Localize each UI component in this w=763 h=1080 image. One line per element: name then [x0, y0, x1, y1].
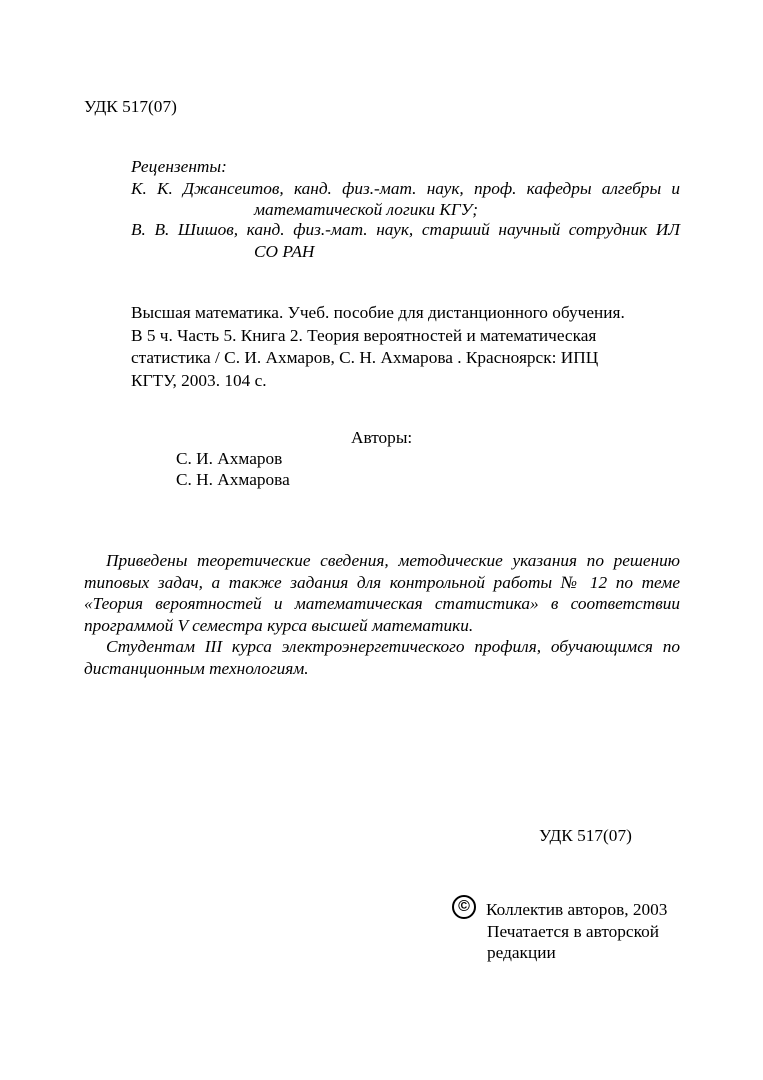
author-2: С. Н. Ахмарова [176, 470, 290, 489]
bib-line-1: Высшая математика. Учеб. пособие для дистанционного обучения. [131, 303, 625, 322]
copyright-icon: © [452, 895, 476, 919]
reviewer-1: К. К. Джансеитов, канд. физ.-мат. наук, проф. кафедры алгебры и [131, 179, 680, 198]
copyright-text: Коллектив авторов, 2003 [486, 900, 668, 919]
authors-heading: Авторы: [351, 428, 413, 447]
abstract-line-2: типовых задач, а также задания для контрольной работы № 12 по теме [84, 572, 680, 592]
bibliographic-description [131, 302, 625, 392]
printed-note-line-2: редакции [487, 943, 556, 962]
abstract [84, 550, 680, 680]
bib-line-2: В 5 ч. Часть 5. Книга 2. Теория вероятностей и математическая [131, 325, 597, 345]
abstract-line-4: программой V семестра курса высшей математики. [84, 615, 474, 635]
bib-line-4: КГТУ, 2003. 104 с. [131, 370, 267, 390]
reviewer-2-continuation: СО РАН [254, 242, 315, 261]
reviewers-heading: Рецензенты: [131, 157, 227, 176]
abstract-line-3: «Теория вероятностей и математическая статистика» в соответствии [84, 594, 680, 614]
bib-line-3: статистика / С. И. Ахмаров, С. Н. Ахмарова . Красноярск: ИПЦ [131, 348, 599, 367]
abstract-line-1: Приведены теоретические сведения, методические указания по решению [106, 551, 680, 570]
reviewer-2: В. В. Шишов, канд. физ.-мат. наук, старший научный сотрудник ИЛ [131, 220, 680, 239]
reviewer-1-continuation: математической логики КГУ; [254, 200, 479, 219]
udk-code-bottom: УДК 517(07) [539, 826, 632, 845]
printed-note-line-1: Печатается в авторской [487, 922, 660, 941]
udk-code-top: УДК 517(07) [84, 97, 177, 116]
abstract-line-5: Студентам III курса электроэнергетического профиля, обучающимся по [106, 637, 680, 657]
author-1: С. И. Ахмаров [176, 449, 283, 468]
abstract-line-6: дистанционным технологиям. [84, 658, 309, 678]
